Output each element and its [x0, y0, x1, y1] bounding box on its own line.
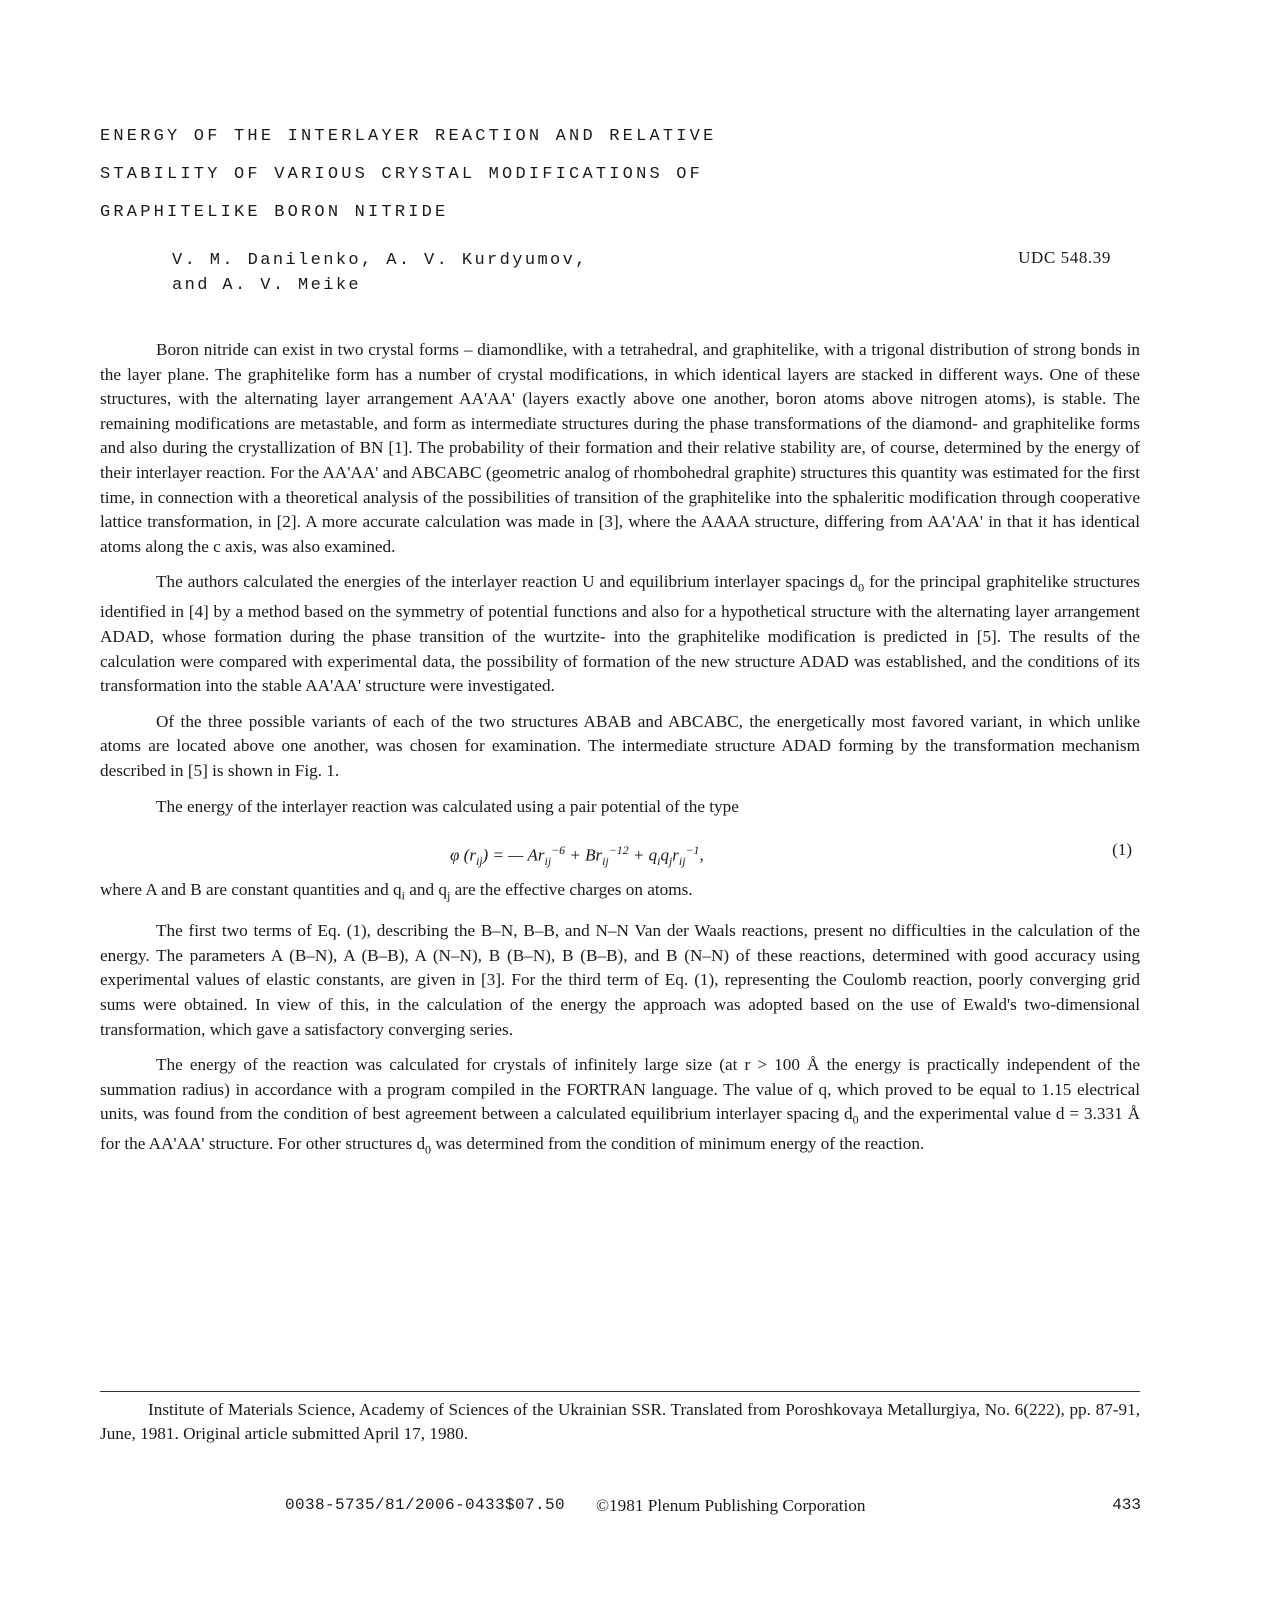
paragraph-4: The energy of the interlayer reaction was calculated using a pair potential of the type — [156, 796, 739, 816]
paragraph-5: where A and B are constant quantities and $q_i$ and $q_j$ are the effective charges on atoms. — [100, 880, 693, 903]
author-list — [172, 248, 588, 298]
equation-formula: φ $(r_{ij})$ = — $Ar_{ij}^{-6} + Br_{ij}^{-12} + q_iq_jr_{ij}^{-1}$, — [450, 843, 704, 869]
paragraph-1: Boron nitride can exist in two crystal forms – diamondlike, with a tetrahedral, and graphitelike, with a trigonal distribution of strong bonds in the layer plane. The graphitelike form has a number of crystal modifications, in which identical layers are stacked in different ways. One of these structures, with the alternating layer arrangement AA'AA' (layers exactly above one another, boron atoms above nitrogen atoms), is stable. The remaining modifications are metastable, and form as intermediate structures during the phase transformations of the diamond- and graphitelike forms and also during the crystallization of BN [1]. The probability of their formation and their relative stability are, of course, determined by the energy of their interlayer reaction. For the AA'AA' and ABCABC (geometric analog of rhombohedral graphite) structures this quantity was estimated for the first time, in connection with a theoretical analysis of the possibilities of transition of the graphitelike into the sphaleritic modification through cooperative lattice transformation, in [2]. A more accurate calculation was made in [3], where the AAAA structure, differing from AA'AA' in that it has identical atoms along the c axis, was also examined. — [100, 340, 1140, 556]
paragraph-3: Of the three possible variants of each of the two structures ABAB and ABCABC, the energetically most favored variant, in which unlike atoms are located above one another, was chosen for examination. The intermediate structure ADAD forming by the transformation mechanism described in [5] is shown in Fig. 1. — [100, 711, 1140, 780]
paragraph-6: The first two terms of Eq. (1), describing the B–N, B–B, and N–N Van der Waals reactions, present no difficulties in the calculation of the energy. The parameters A (B–N), A (B–B), A (N–N), B (B–N), B (B–B), and B (N–N) of these reactions, determined with good accuracy using experimental values of elastic constants, are given in [3]. For the third term of Eq. (1), representing the Coulomb reaction, poorly converging grid sums were obtained. In view of this, in the calculation of the energy the approach was adopted based on the use of Ewald's two-dimensional transformation, which gave a satisfactory converging series. — [100, 921, 1140, 1039]
copyright-notice: ©1981 Plenum Publishing Corporation — [596, 1496, 866, 1515]
authors-line-1: V. M. Danilenko, A. V. Kurdyumov, — [172, 251, 588, 270]
paragraph-7: The energy of the reaction was calculated for crystals of infinitely large size (at r > 100 Å the energy is practically independent of the summation radius) in accordance with a program compiled in the FORTRAN language. The value of q, which proved to be equal to 1.15 electrical units, was found from the condition of best agreement between a calculated equilibrium interlayer spacing $d_0$ and the experimental value d = 3.331 Å for the AA'AA' structure. For other structures $d_0$ was determined from the condition of minimum energy of the reaction. — [100, 1055, 1140, 1157]
udc-code: UDC 548.39 — [1018, 248, 1111, 267]
title-line-3: GRAPHITELIKE BORON NITRIDE — [100, 203, 449, 222]
page-number: 433 — [1112, 1496, 1141, 1514]
equation-1 — [100, 830, 1140, 870]
article-body — [100, 338, 1140, 1173]
title-line-1: ENERGY OF THE INTERLAYER REACTION AND RELATIVE — [100, 127, 717, 146]
footnote — [100, 1398, 1140, 1446]
paragraph-2: The authors calculated the energies of the interlayer reaction U and equilibrium interlayer spacings $d_0$ for the principal graphitelike structures identified in [4] by a method based on the symmetry of potential functions and also for a hypothetical structure with the alternating layer arrangement ADAD, whose formation during the phase transition of the wurtzite- into the graphitelike modification is predicted in [5]. The results of the calculation were compared with experimental data, the possibility of formation of the new structure ADAD was established, and the conditions of its transformation into the stable AA'AA' structure were investigated. — [100, 572, 1140, 696]
title-line-2: STABILITY OF VARIOUS CRYSTAL MODIFICATIONS OF — [100, 165, 704, 184]
equation-number: (1) — [1112, 840, 1132, 860]
publication-code: 0038-5735/81/2006-0433$07.50 — [285, 1496, 566, 1514]
paper-title — [100, 118, 1100, 232]
footnote-text: Institute of Materials Science, Academy of Sciences of the Ukrainian SSR. Translated from Poroshkovaya Metallurgiya, No. 6(222), pp. 87-91, June, 1981. Original article submitted April 17, 1980. — [100, 1400, 1140, 1443]
footnote-divider — [100, 1391, 1140, 1392]
authors-line-2: and A. V. Meike — [172, 276, 362, 295]
